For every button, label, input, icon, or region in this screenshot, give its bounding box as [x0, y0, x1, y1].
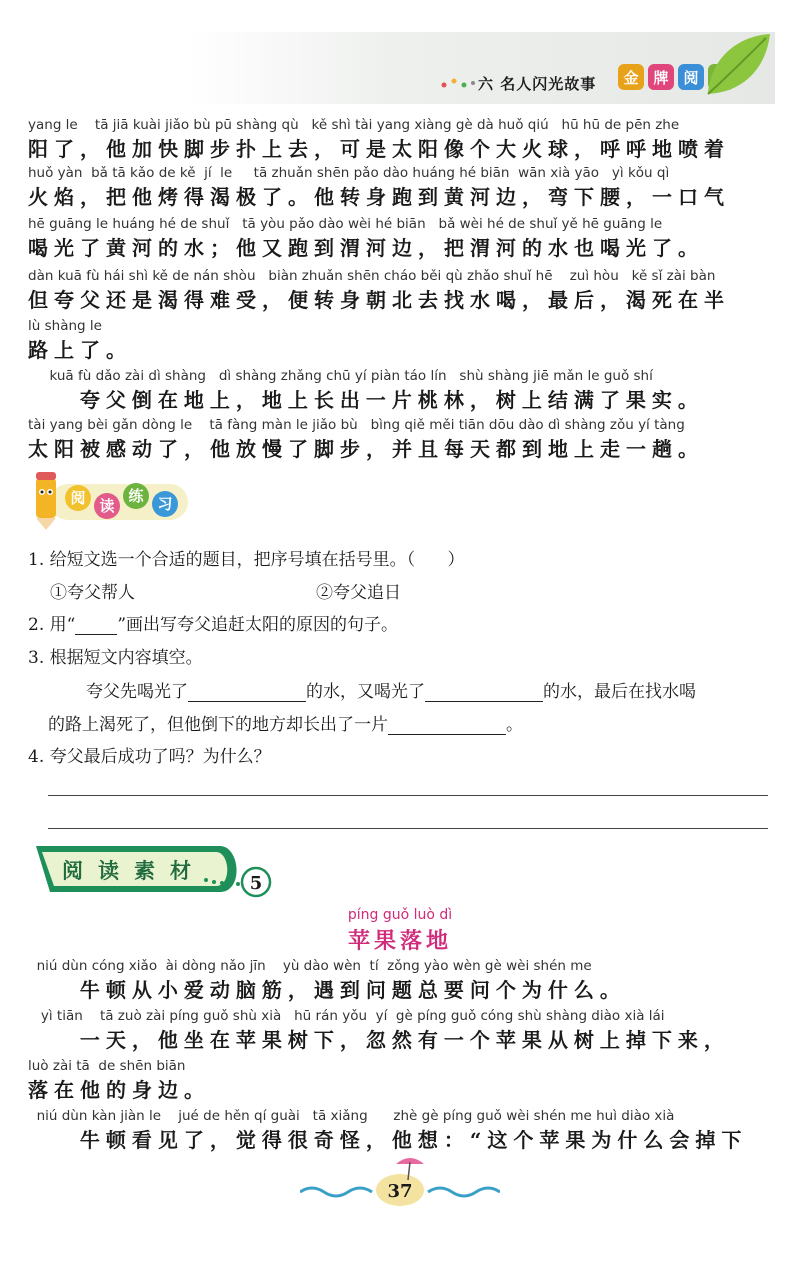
text-line	[28, 415, 773, 463]
fill-text: 的路上渴死了，但他倒下的地方却长出了一片	[48, 715, 388, 735]
pencil-mascot-icon	[36, 472, 56, 530]
brand-char: 阅	[678, 64, 704, 90]
badge-char: 阅	[62, 858, 83, 883]
question-3: 3. 根据短文内容填空。	[28, 648, 203, 668]
text-line	[28, 163, 773, 211]
reading-material-badge	[30, 838, 310, 900]
brand-char: 牌	[648, 64, 674, 90]
fill-text: 夸父先喝光了	[86, 682, 188, 702]
question-2-prefix: 2. 用“	[28, 615, 76, 635]
badge-char: 阅	[70, 489, 86, 507]
badge-char: 读	[99, 497, 115, 515]
answer-blank-2[interactable]	[425, 683, 543, 702]
chinese-line: 但夸父还是渴得难受，便转身朝北去找水喝，最后，渴死在半	[28, 288, 730, 312]
leaf-icon	[700, 30, 772, 102]
fill-text: 。	[506, 715, 523, 735]
chinese-line: 太阳被感动了，他放慢了脚步，并且每天都到地上走一趟。	[28, 437, 704, 461]
text-line	[28, 115, 773, 163]
text-line	[28, 956, 773, 1004]
reading-exercise-badge	[30, 470, 190, 530]
text-line	[28, 366, 773, 414]
badge-char: 习	[157, 495, 173, 513]
chinese-line: 落在他的身边。	[28, 1078, 210, 1102]
chinese-line: 火焰，把他烤得渴极了。他转身跑到黄河边，弯下腰，一口气	[28, 185, 730, 209]
question-3-line-2	[48, 710, 523, 735]
pinyin-line: kuā fù dǎo zài dì shàng dì shàng zhǎng chū yí piàn táo lín shù shàng jiē mǎn le guǒ shí	[28, 368, 653, 384]
answer-blank-3[interactable]	[388, 716, 506, 735]
pinyin-line: yang le tā jiā kuài jiǎo bù pū shàng qù kě shì tài yang xiàng gè dà huǒ qiú hū hū de pēn zhe	[28, 117, 680, 133]
text-line	[28, 316, 773, 364]
chinese-line: 夸父倒在地上，地上长出一片桃林，树上结满了果实。	[28, 388, 704, 412]
section-title: 六 名人闪光故事	[478, 75, 597, 93]
pinyin-line: luò zài tā de shēn biān	[28, 1058, 186, 1074]
page-footer	[300, 1150, 500, 1210]
option-b[interactable]: ②夸父追日	[316, 583, 401, 603]
fill-text: 的水，最后在找水喝	[543, 682, 696, 702]
pinyin-line: dàn kuā fù hái shì kě de nán shòu biàn zhuǎn shēn cháo běi qù zhǎo shuǐ hē zuì hòu kě sǐ zài bàn	[28, 268, 716, 284]
text-line	[28, 1106, 773, 1154]
chinese-line: 喝光了黄河的水；他又跑到渭河边，把渭河的水也喝光了。	[28, 236, 704, 260]
material-title: 苹果落地	[347, 928, 452, 954]
question-2-suffix: ”画出写夸父追赶太阳的原因的句子。	[117, 615, 399, 635]
badge-char: 练	[128, 487, 144, 505]
badge-char: 材	[170, 858, 191, 883]
chinese-line: 阳了，他加快脚步扑上去，可是太阳像个大火球，呼呼地喷着	[28, 137, 730, 161]
text-line	[28, 1056, 773, 1104]
badge-char: 读	[98, 858, 119, 883]
chinese-line: 路上了。	[28, 338, 132, 362]
question-2	[28, 610, 398, 635]
chinese-line: 一天，他坐在苹果树下，忽然有一个苹果从树上掉下来，	[28, 1028, 730, 1052]
question-4: 4. 夸父最后成功了吗？为什么？	[28, 747, 271, 767]
brand-char: 金	[618, 64, 644, 90]
chinese-line: 牛顿从小爱动脑筋，遇到问题总要问个为什么。	[28, 978, 626, 1002]
answer-line[interactable]	[48, 828, 768, 829]
question-1: 1. 给短文选一个合适的题目，把序号填在括号里。（ ）	[28, 550, 465, 570]
text-line	[28, 1006, 773, 1054]
answer-line[interactable]	[48, 795, 768, 796]
underline-sample	[75, 616, 117, 635]
pinyin-line: niú dùn cóng xiǎo ài dòng nǎo jīn yù dào wèn tí zǒng yào wèn gè wèi shén me	[28, 958, 592, 974]
chinese-line: 牛顿看见了，觉得很奇怪，他想：“这个苹果为什么会掉下	[28, 1128, 748, 1152]
badge-char: 素	[134, 858, 155, 883]
material-number: 5	[249, 873, 263, 894]
pinyin-line: yì tiān tā zuò zài píng guǒ shù xià hū rán yǒu yí gè píng guǒ cóng shù shàng diào xià lái	[28, 1008, 665, 1024]
fill-text: 的水，又喝光了	[306, 682, 425, 702]
answer-blank-1[interactable]	[188, 683, 306, 702]
pinyin-line: lù shàng le	[28, 318, 102, 334]
decorative-dots-icon	[440, 77, 476, 89]
material-title-pinyin: píng guǒ luò dì	[347, 907, 453, 923]
text-line	[28, 266, 773, 314]
pinyin-line: hē guāng le huáng hé de shuǐ tā yòu pǎo dào wèi hé biān bǎ wèi hé de shuǐ yě hē guāng le	[28, 216, 663, 232]
pinyin-line: tài yang bèi gǎn dòng le tā fàng màn le jiǎo bù bìng qiě měi tiān dōu dào dì shàng zǒu yí tàng	[28, 417, 685, 433]
option-a[interactable]: ①夸父帮人	[50, 583, 135, 603]
pinyin-line: huǒ yàn bǎ tā kǎo de kě jí le tā zhuǎn shēn pǎo dào huáng hé biān wān xià yāo yì kǒu qì	[28, 165, 670, 181]
pinyin-line: niú dùn kàn jiàn le jué de hěn qí guài tā xiǎng zhè gè píng guǒ wèi shén me huì diào xià	[28, 1108, 675, 1124]
page-number: 37	[387, 1181, 413, 1202]
text-line	[28, 214, 773, 262]
question-3-line-1	[86, 677, 696, 702]
